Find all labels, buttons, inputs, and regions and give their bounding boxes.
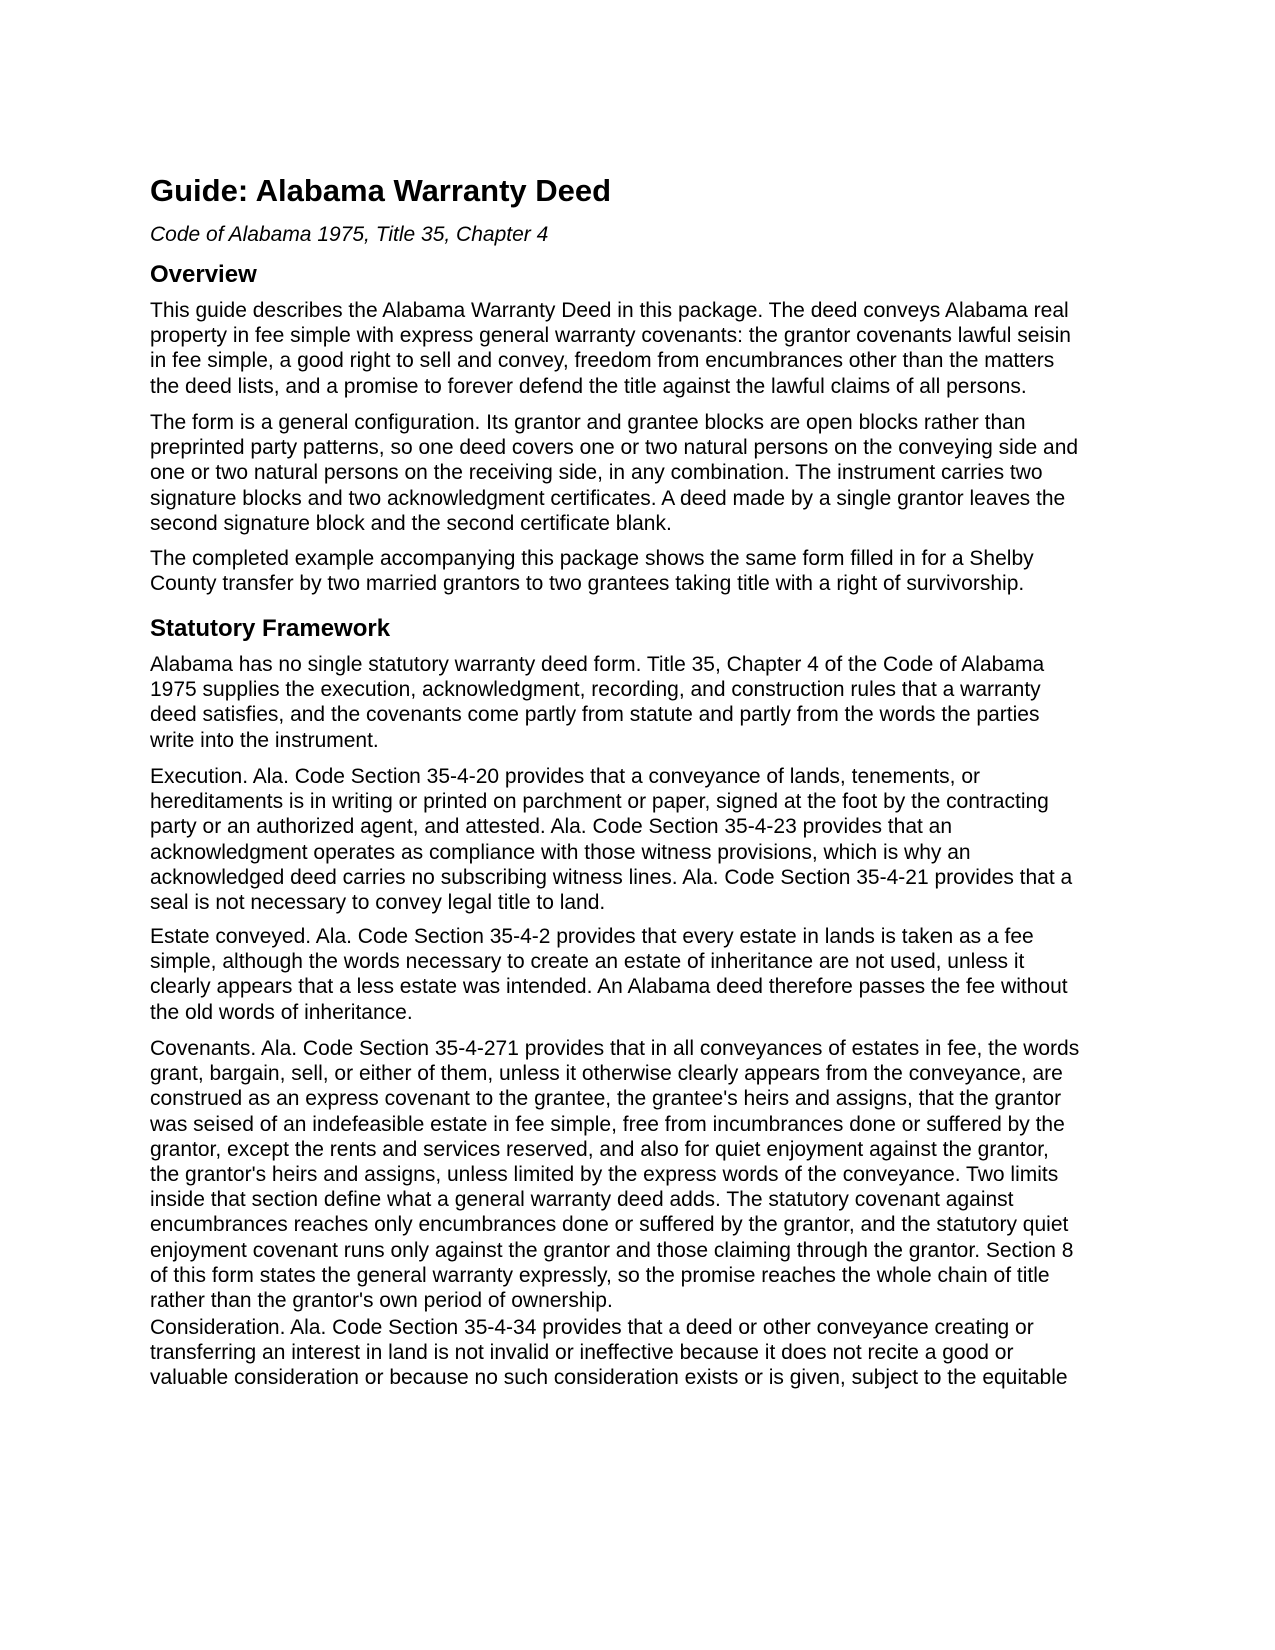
text-line: This guide describes the Alabama Warranty Deed in this package. The deed conveys Alabama real	[150, 299, 1069, 322]
text-line: Covenants. Ala. Code Section 35-4-271 provides that in all conveyances of estates in fee, the words	[150, 1037, 1080, 1060]
document-subtitle: Code of Alabama 1975, Title 35, Chapter 4	[150, 223, 549, 246]
text-line: The form is a general configuration. Its grantor and grantee blocks are open blocks rather than	[150, 411, 1026, 434]
text-line: in fee simple, a good right to sell and convey, freedom from encumbrances other than the matters	[150, 349, 1055, 373]
text-line: transferring an interest in land is not invalid or ineffective because it does not recite a good or	[150, 1341, 1014, 1365]
text-line: the grantor's heirs and assigns, unless limited by the express words of the conveyance. Two limits	[150, 1163, 1059, 1187]
text-line: acknowledged deed carries no subscribing witness lines. Ala. Code Section 35-4-21 provides that a	[150, 865, 1073, 889]
framework-paragraph-estate	[150, 924, 1130, 1025]
text-line: signature blocks and two acknowledgment certificates. A deed made by a single grantor leaves the	[150, 486, 1066, 510]
text-line: clearly appears that a less estate was intended. An Alabama deed therefore passes the fee without	[150, 975, 1068, 999]
text-line: Estate conveyed. Ala. Code Section 35-4-2 provides that every estate in lands is taken as a fee	[150, 925, 1034, 948]
text-line: simple, although the words necessary to create an estate of inheritance are not used, unless it	[150, 950, 1025, 974]
text-line: second signature block and the second certificate blank.	[150, 511, 672, 535]
framework-paragraph-covenants	[150, 1036, 1130, 1313]
text-line: one or two natural persons on the receiving side, in any combination. The instrument carries two	[150, 461, 1043, 485]
text-line: Execution. Ala. Code Section 35-4-20 provides that a conveyance of lands, tenements, or	[150, 765, 981, 788]
text-line: Alabama has no single statutory warranty deed form. Title 35, Chapter 4 of the Code of Alabama	[150, 653, 1045, 676]
text-line: inside that section define what a general warranty deed adds. The statutory covenant against	[150, 1188, 1014, 1212]
text-line: deed satisfies, and the covenants come partly from statute and partly from the words the parties	[150, 703, 1040, 727]
text-line: 1975 supplies the execution, acknowledgment, recording, and construction rules that a warranty	[150, 678, 1041, 702]
text-line: County transfer by two married grantors to two grantees taking title with a right of survivorship.	[150, 572, 1025, 596]
text-line: the deed lists, and a promise to forever defend the title against the lawful claims of all persons.	[150, 374, 1027, 398]
framework-paragraph-1	[150, 652, 1130, 753]
overview-heading: Overview	[150, 261, 257, 288]
text-line: write into the instrument.	[150, 728, 379, 752]
framework-heading: Statutory Framework	[150, 615, 391, 642]
text-line: property in fee simple with express general warranty covenants: the grantor covenants lawful seisin	[150, 324, 1071, 348]
text-line: The completed example accompanying this package shows the same form filled in for a Shelby	[150, 547, 1034, 570]
text-line: construed as an express covenant to the grantee, the grantee's heirs and assigns, that the grantor	[150, 1087, 1062, 1111]
text-line: acknowledgment operates as compliance with those witness provisions, which is why an	[150, 840, 971, 864]
overview-paragraph-2	[150, 410, 1130, 536]
text-line: rather than the grantor's own period of ownership.	[150, 1289, 613, 1313]
framework-paragraph-execution	[150, 764, 1130, 915]
overview-paragraph-1	[150, 298, 1130, 399]
text-line: enjoyment covenant runs only against the grantor and those claiming through the grantor. Section 8	[150, 1238, 1074, 1262]
document-title: Guide: Alabama Warranty Deed	[150, 173, 612, 208]
text-line: party or an authorized agent, and attested. Ala. Code Section 35-4-23 provides that an	[150, 815, 953, 839]
text-line: seal is not necessary to convey legal title to land.	[150, 891, 606, 915]
text-line: the old words of inheritance.	[150, 1000, 413, 1024]
text-line: valuable consideration or because no such consideration exists or is given, subject to the equitable	[150, 1366, 1068, 1390]
text-line: grantor, except the rents and services reserved, and also for quiet enjoyment against the grantor,	[150, 1137, 1049, 1161]
text-line: of this form states the general warranty expressly, so the promise reaches the whole chain of title	[150, 1263, 1050, 1287]
text-line: was seised of an indefeasible estate in fee simple, free from incumbrances done or suffered by the	[150, 1112, 1065, 1136]
text-line: Consideration. Ala. Code Section 35-4-34 provides that a deed or other conveyance creating or	[150, 1316, 1034, 1339]
overview-paragraph-3	[150, 546, 1130, 596]
text-line: preprinted party patterns, so one deed covers one or two natural persons on the conveying side and	[150, 436, 1079, 460]
framework-paragraph-consideration	[150, 1315, 1130, 1391]
text-line: encumbrances reaches only encumbrances done or suffered by the grantor, and the statutory quiet	[150, 1213, 1069, 1237]
text-line: grant, bargain, sell, or either of them, unless it otherwise clearly appears from the conveyance, are	[150, 1062, 1063, 1086]
text-line: hereditaments is in writing or printed on parchment or paper, signed at the foot by the contracting	[150, 790, 1049, 814]
